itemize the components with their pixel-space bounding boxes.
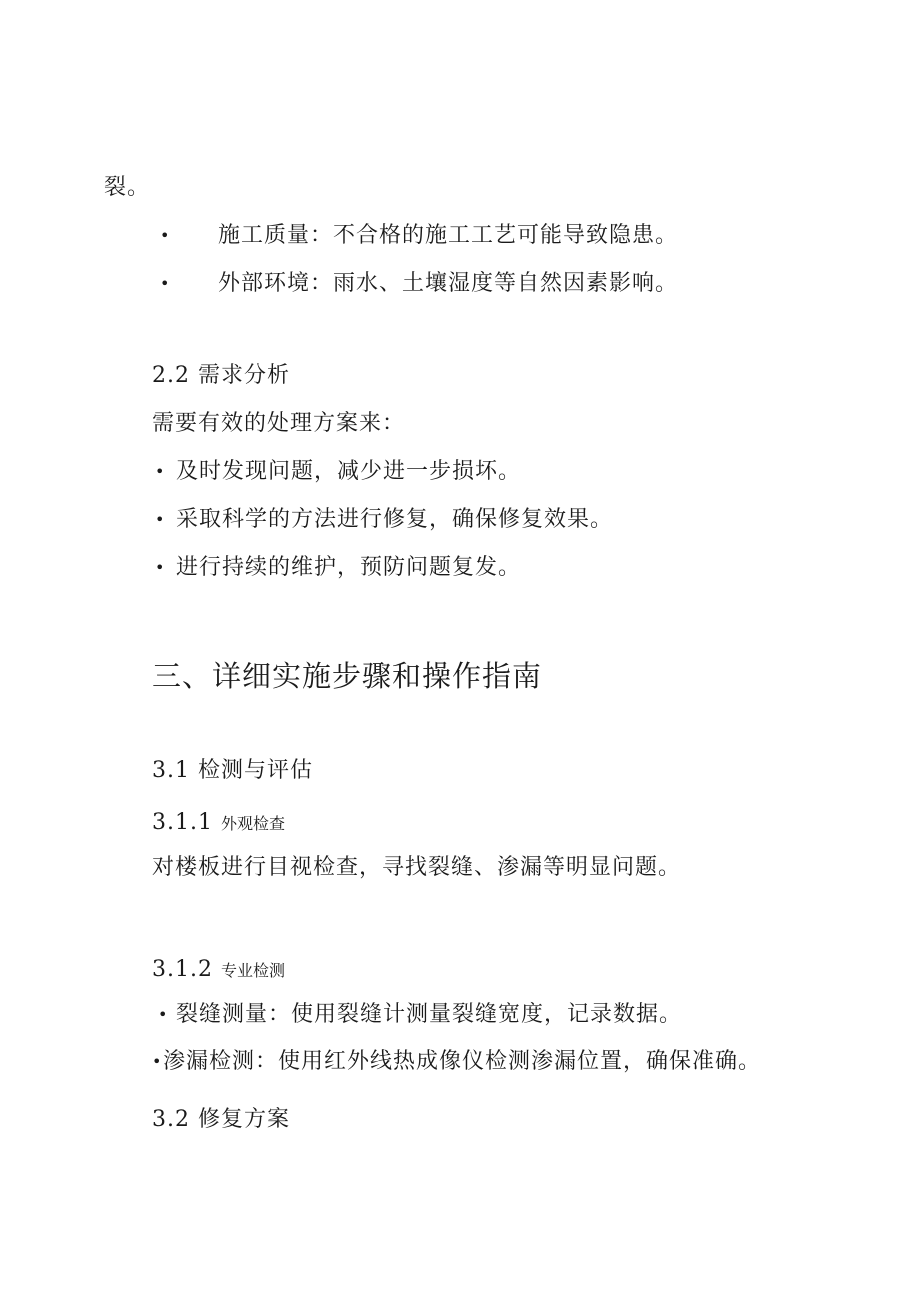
subsection-title: 外观检查 <box>220 814 285 833</box>
bullet-icon: • <box>155 558 165 577</box>
cause-environment: 外部环境：雨水、土壤湿度等自然因素影响。 <box>218 271 679 296</box>
bullet-icon: • <box>155 462 165 481</box>
subsection-number: 3.1.1 <box>152 810 213 835</box>
requirement-item: 及时发现问题，减少进一步损坏。 <box>176 459 522 484</box>
subsection-3-1-2-heading <box>152 955 285 986</box>
inspection-item: 渗漏检测：使用红外线热成像仪检测渗漏位置，确保准确。 <box>163 1049 762 1074</box>
continuation-text: 裂。 <box>104 175 151 200</box>
subsection-3-1-1-body: 对楼板进行目视检查，寻找裂缝、渗漏等明显问题。 <box>152 855 682 880</box>
requirement-item: 采取科学的方法进行修复，确保修复效果。 <box>176 507 614 532</box>
bullet-icon: • <box>152 1052 162 1071</box>
cause-construction: 施工质量：不合格的施工工艺可能导致隐患。 <box>218 223 679 248</box>
requirement-item: 进行持续的维护，预防问题复发。 <box>176 555 522 580</box>
subsection-number: 3.1.2 <box>152 957 213 982</box>
subsection-3-1-1-heading <box>152 808 285 839</box>
section-2-2-heading: 2.2 需求分析 <box>152 363 290 388</box>
subsection-title: 专业检测 <box>220 961 285 980</box>
bullet-icon: • <box>160 274 170 293</box>
section-3-2-heading: 3.2 修复方案 <box>152 1107 290 1132</box>
section-3-1-heading: 3.1 检测与评估 <box>152 758 313 783</box>
inspection-item: 裂缝测量：使用裂缝计测量裂缝宽度，记录数据。 <box>176 1002 683 1027</box>
section-2-2-intro: 需要有效的处理方案来： <box>152 411 406 436</box>
bullet-icon: • <box>160 226 170 245</box>
bullet-icon: • <box>158 1005 168 1024</box>
bullet-icon: • <box>155 510 165 529</box>
section-3-heading: 三、详细实施步骤和操作指南 <box>152 659 543 693</box>
